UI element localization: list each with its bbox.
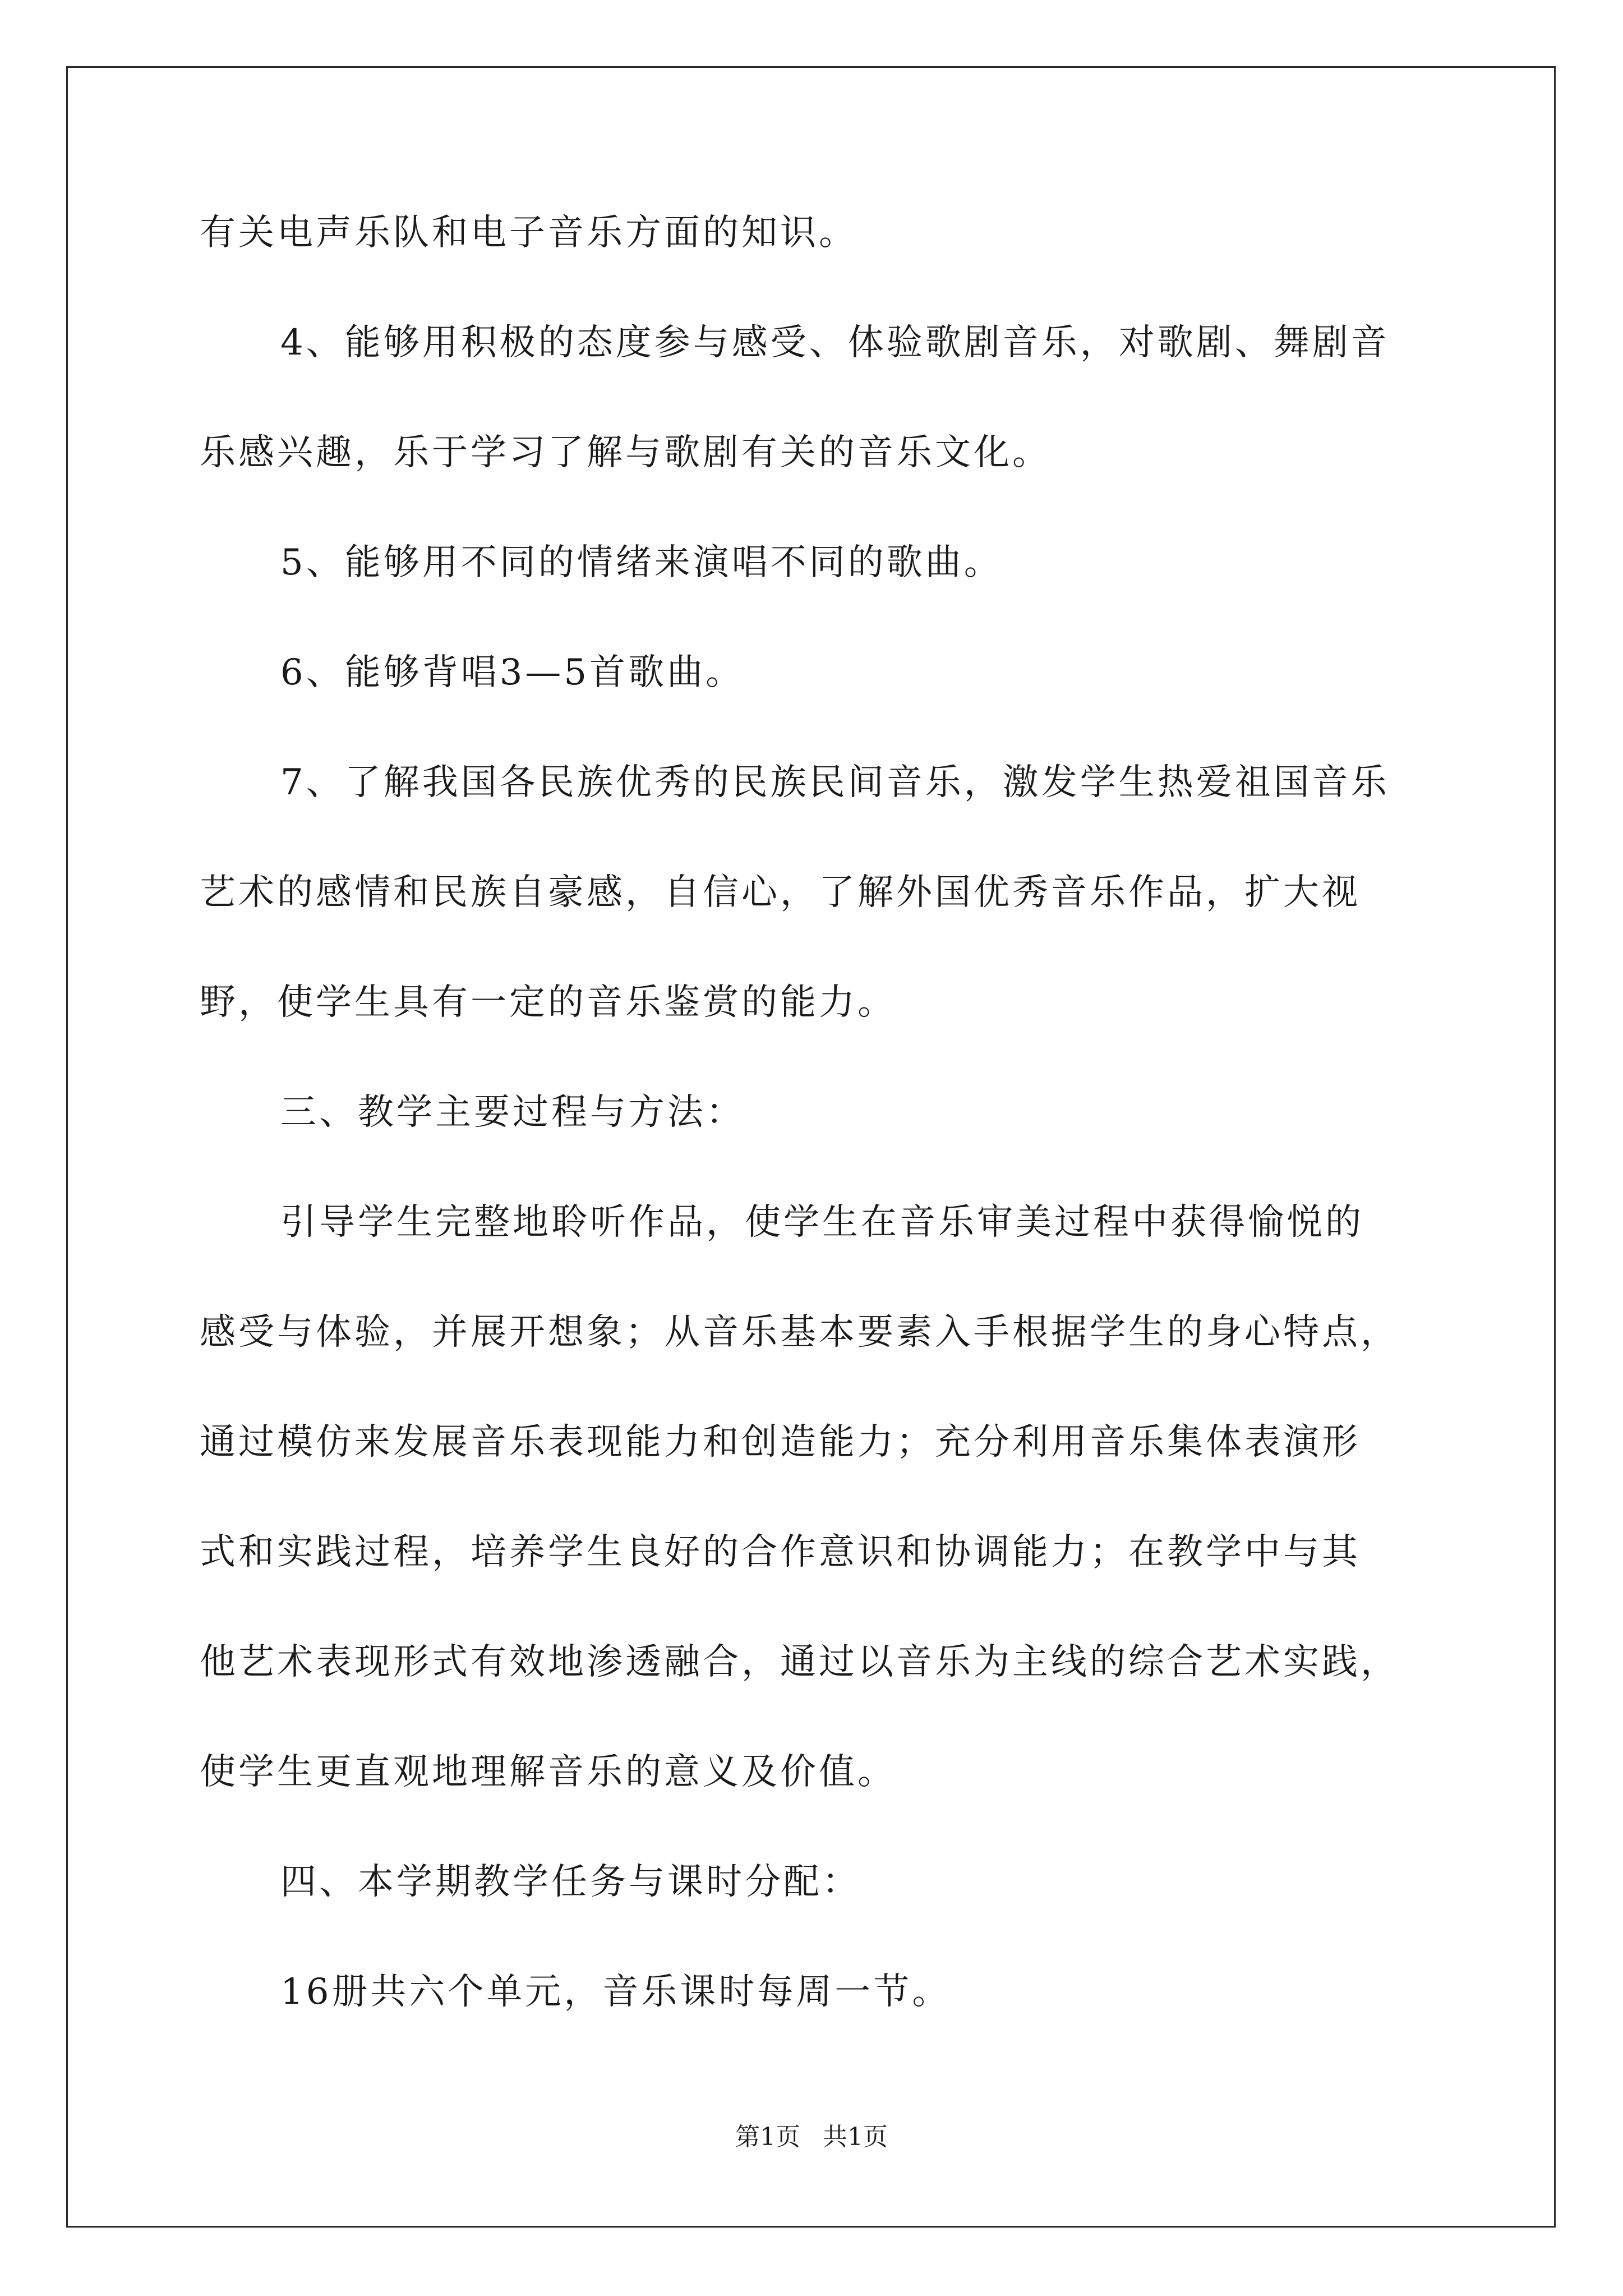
page-number: 第1页 — [735, 2123, 800, 2151]
text-line: 艺术的感情和民族自豪感，自信心，了解外国优秀音乐作品，扩大视 — [200, 872, 1361, 913]
page-total: 共1页 — [823, 2123, 888, 2151]
text-line: 6、能够背唱3—5首歌曲。 — [280, 652, 745, 693]
text-line: 野，使学生具有一定的音乐鉴赏的能力。 — [200, 982, 896, 1023]
section-heading: 三、教学主要过程与方法： — [280, 1092, 745, 1133]
text-line: 他艺术表现形式有效地渗透融合，通过以音乐为主线的综合艺术实践， — [200, 1641, 1399, 1683]
section-heading: 四、本学期教学任务与课时分配： — [280, 1861, 861, 1903]
text-line: 7、了解我国各民族优秀的民族民间音乐，激发学生热爱祖国音乐 — [280, 762, 1390, 803]
document-body — [200, 212, 1456, 2084]
text-line: 4、能够用积极的态度参与感受、体验歌剧音乐，对歌剧、舞剧音 — [280, 322, 1390, 364]
text-line: 感受与体验，并展开想象；从音乐基本要素入手根据学生的身心特点， — [200, 1312, 1399, 1353]
text-line: 通过模仿来发展音乐表现能力和创造能力；充分利用音乐集体表演形 — [200, 1421, 1361, 1463]
text-line: 式和实践过程，培养学生良好的合作意识和协调能力；在教学中与其 — [200, 1531, 1361, 1573]
text-line: 使学生更直观地理解音乐的意义及价值。 — [200, 1751, 896, 1793]
text-line: 乐感兴趣，乐于学习了解与歌剧有关的音乐文化。 — [200, 432, 1051, 473]
text-line: 5、能够用不同的情绪来演唱不同的歌曲。 — [280, 542, 1003, 583]
text-line: 16册共六个单元，音乐课时每周一节。 — [280, 1971, 951, 2013]
text-line: 引导学生完整地聆听作品，使学生在音乐审美过程中获得愉悦的 — [280, 1202, 1364, 1243]
page-footer — [0, 2125, 1623, 2150]
text-line: 有关电声乐队和电子音乐方面的知识。 — [200, 212, 857, 254]
